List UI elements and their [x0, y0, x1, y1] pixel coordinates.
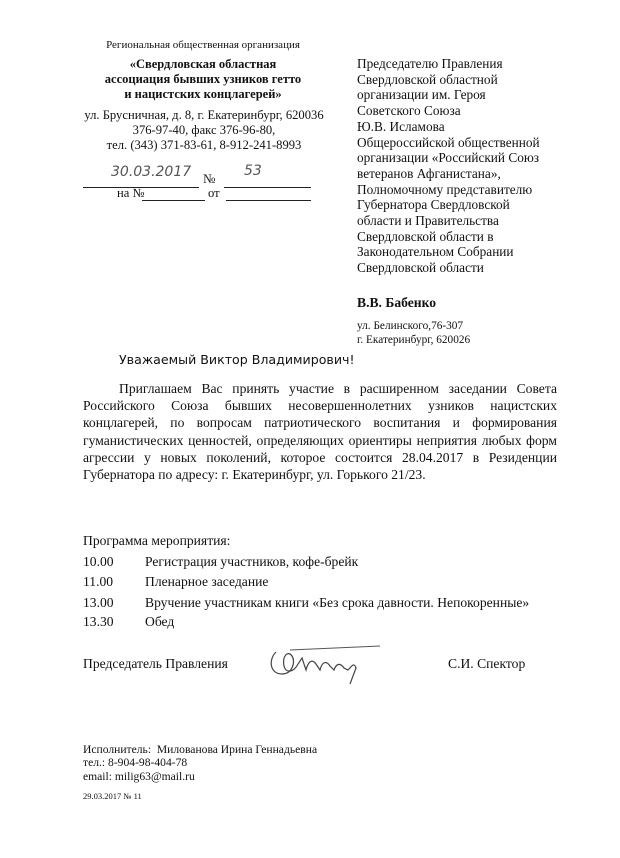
program-item-time: 13.30 [83, 614, 114, 629]
ref-date-line [226, 186, 311, 201]
recipient-line: Ю.В. Исламова [357, 118, 445, 134]
recipient-line: Законодательном Собрании [357, 244, 514, 260]
recipient-line: Советского Союза [357, 103, 461, 119]
program-item-text: Пленарное заседание [145, 574, 269, 589]
ref-number-line [142, 186, 205, 201]
program-item-time: 11.00 [83, 574, 114, 589]
recipient-line: Свердловской области в [357, 228, 494, 244]
program-item-text: Вручение участникам книги «Без срока давности. Непокоренные» [145, 595, 530, 610]
signer-position: Председатель Правления [83, 656, 228, 671]
sender-name-line2: ассоциация бывших узников гетто [104, 72, 302, 86]
outgoing-date-handwritten: 30.03.2017 [111, 164, 192, 180]
program-item-time: 10.00 [83, 554, 114, 569]
executor-line [83, 743, 317, 756]
recipient-block [357, 56, 592, 276]
program-item [83, 554, 358, 570]
body-paragraph: Приглашаем Вас принять участие в расширенном заседании Совета Российского Союза бывших несовершеннолетних узников нацистских концлагерей, по вопросам патриотического воспитания и формирования гуманистических ценностей, определяющих ориентиры неприятия любых форм агрессии у новых поколений, которое состоится 28.04.2017 в Резиденции Губернатора по адресу: г. Екатеринбург, ул. Горького 21/23. [83, 381, 557, 483]
executor-block [83, 743, 317, 783]
program-item-text: Регистрация участников, кофе-брейк [145, 554, 359, 569]
ref-label: на № [117, 186, 145, 200]
recipient-line: организации им. Героя [357, 87, 486, 103]
recipient-address [357, 319, 470, 348]
recipient-line: области и Правительства [357, 213, 499, 229]
recipient-line: Полномочному представителю [357, 181, 533, 197]
sender-org-name [83, 57, 323, 102]
sender-name-line3: и нацистских концлагерей» [124, 87, 282, 101]
recipient-name: В.В. Бабенко [357, 295, 437, 310]
footer-ref: 29.03.2017 № 11 [83, 791, 142, 801]
recipient-address-line1: ул. Белинского,76-307 [357, 320, 464, 332]
recipient-line: организации «Российский Союз [357, 150, 540, 166]
program-item [83, 595, 529, 611]
program-item-text: Обед [145, 614, 175, 629]
recipient-line: Председателю Правления [357, 56, 503, 71]
sender-phone-fax: 376-97-40, факс 376-96-80, [132, 123, 276, 137]
signer-name: С.И. Спектор [448, 656, 526, 671]
sender-phones: тел. (343) 371-83-61, 8-912-241-8993 [106, 138, 302, 152]
recipient-line: Свердловской областной [357, 71, 498, 87]
greeting: Уважаемый Виктор Владимирович! [119, 352, 355, 367]
sender-name-line1: «Свердловская областная [129, 57, 277, 71]
sender-address: ул. Брусничная, д. 8, г. Екатеринбург, 620036 [84, 108, 324, 122]
sender-org-type: Региональная общественная организация [106, 39, 300, 51]
handwritten-signature [262, 640, 382, 688]
recipient-line: ветеранов Афганистана», [357, 165, 501, 181]
recipient-line: Свердловской области [357, 260, 484, 276]
program-item [83, 574, 268, 590]
program-title: Программа мероприятия: [83, 533, 231, 548]
sender-contacts [80, 108, 328, 153]
recipient-address-line2: г. Екатеринбург, 620026 [357, 334, 471, 347]
recipient-line: Общероссийской общественной [357, 134, 540, 150]
executor-phone: тел.: 8-904-98-404-78 [83, 756, 188, 770]
executor-label: Исполнитель: [83, 743, 152, 756]
program-item [83, 614, 174, 630]
program-item-time: 13.00 [83, 595, 114, 610]
outgoing-number-sign: № [203, 171, 216, 186]
outgoing-number-handwritten: 53 [244, 163, 262, 179]
executor-name: Милованова Ирина Геннадьевна [156, 743, 318, 756]
ref-from: от [208, 186, 220, 200]
executor-email: email: milig63@mail.ru [83, 769, 195, 783]
recipient-line: Губернатора Свердловской [357, 197, 510, 213]
